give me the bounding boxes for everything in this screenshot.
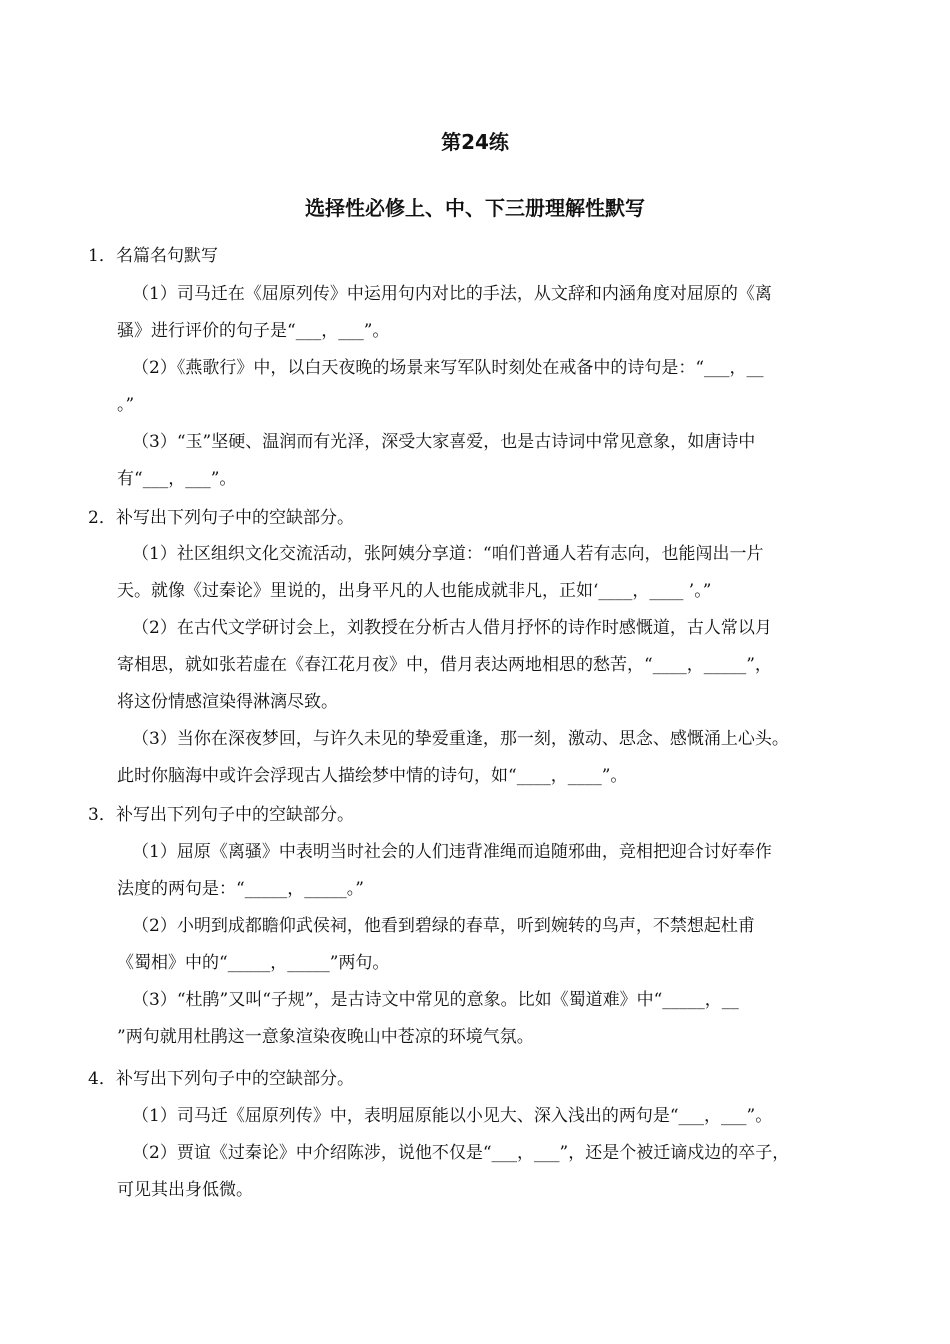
item-line: ”两句就用杜鹃这一意象渲染夜晚山中苍凉的环境气氛。 (117, 1027, 534, 1047)
item-line: （3）“玉”坚硬、温润而有光泽，深受大家喜爱，也是古诗词中常见意象，如唐诗中 (132, 432, 756, 452)
item-line: （2）贾谊《过秦论》中介绍陈涉，说他不仅是“___，___”，还是个被迁谪戍边的卒子， (132, 1143, 790, 1163)
item-line: （1）司马迁在《屈原列传》中运用句内对比的手法，从文辞和内涵角度对屈原的《离 (132, 284, 772, 304)
item-line: 天。就像《过秦论》里说的，出身平凡的人也能成就非凡，正如‘____，____ ’。” (117, 581, 712, 601)
item-line: （2）《燕歌行》中，以白天夜晚的场景来写军队时刻处在戒备中的诗句是：“___，__ (132, 358, 764, 378)
question-number: 1． (88, 246, 116, 266)
question-3 (88, 803, 354, 827)
question-1-item-1 (117, 276, 872, 350)
question-stem: 补写出下列句子中的空缺部分。 (116, 805, 354, 825)
item-line: （3）当你在深夜梦回，与许久未见的挚爱重逢，那一刻，激动、思念、感慨涌上心头。 (132, 729, 789, 749)
question-2-item-3 (117, 721, 872, 795)
item-line: 将这份情感渲染得淋漓尽致。 (117, 692, 338, 712)
question-number: 4． (88, 1069, 116, 1089)
question-4-item-1 (132, 1098, 872, 1135)
item-line: 法度的两句是：“_____，_____。” (117, 879, 364, 899)
item-line: （1）司马迁《屈原列传》中，表明屈原能以小见大、深入浅出的两句是“___，___”。 (132, 1106, 773, 1126)
question-3-item-2 (117, 908, 872, 982)
item-line: （2）小明到成都瞻仰武侯祠，他看到碧绿的春草，听到婉转的鸟声，不禁想起杜甫 (132, 916, 755, 936)
item-line: 。” (117, 395, 135, 415)
item-line: （1）社区组织文化交流活动，张阿姨分享道：“咱们普通人若有志向，也能闯出一片 (132, 544, 764, 564)
question-stem: 补写出下列句子中的空缺部分。 (116, 508, 354, 528)
item-line: （3）“杜鹃”又叫“子规”，是古诗文中常见的意象。比如《蜀道难》中“_____，__ (132, 990, 739, 1010)
question-stem: 名篇名句默写 (116, 246, 218, 266)
item-line: 可见其出身低微。 (117, 1180, 253, 1200)
question-number: 3． (88, 805, 116, 825)
item-line: 骚》进行评价的句子是“___，___”。 (117, 321, 390, 341)
question-2-item-1 (117, 536, 872, 610)
item-line: 寄相思，就如张若虚在《春江花月夜》中，借月表达两地相思的愁苦，“____，_____”， (117, 655, 772, 675)
item-line: （2）在古代文学研讨会上，刘教授在分析古人借月抒怀的诗作时感慨道，古人常以月 (132, 618, 772, 638)
question-4-item-2 (117, 1135, 872, 1209)
item-line: 此时你脑海中或许会浮现古人描绘梦中情的诗句，如“____，____”。 (117, 766, 628, 786)
question-3-item-3 (117, 982, 872, 1056)
question-1-item-2 (117, 350, 872, 424)
question-stem: 补写出下列句子中的空缺部分。 (116, 1069, 354, 1089)
question-4 (88, 1067, 354, 1091)
item-line: 有“___，___”。 (117, 469, 237, 489)
question-2 (88, 506, 354, 530)
question-1 (88, 244, 218, 268)
page-title: 第24练 (441, 130, 509, 154)
question-number: 2． (88, 508, 116, 528)
item-line: 《蜀相》中的“_____，_____”两句。 (117, 953, 390, 973)
item-line: （1）屈原《离骚》中表明当时社会的人们违背准绳而追随邪曲，竞相把迎合讨好奉作 (132, 842, 772, 862)
question-3-item-1 (117, 834, 872, 908)
page-subtitle: 选择性必修上、中、下三册理解性默写 (305, 196, 645, 220)
question-2-item-2 (117, 610, 872, 721)
question-1-item-3 (117, 424, 872, 498)
